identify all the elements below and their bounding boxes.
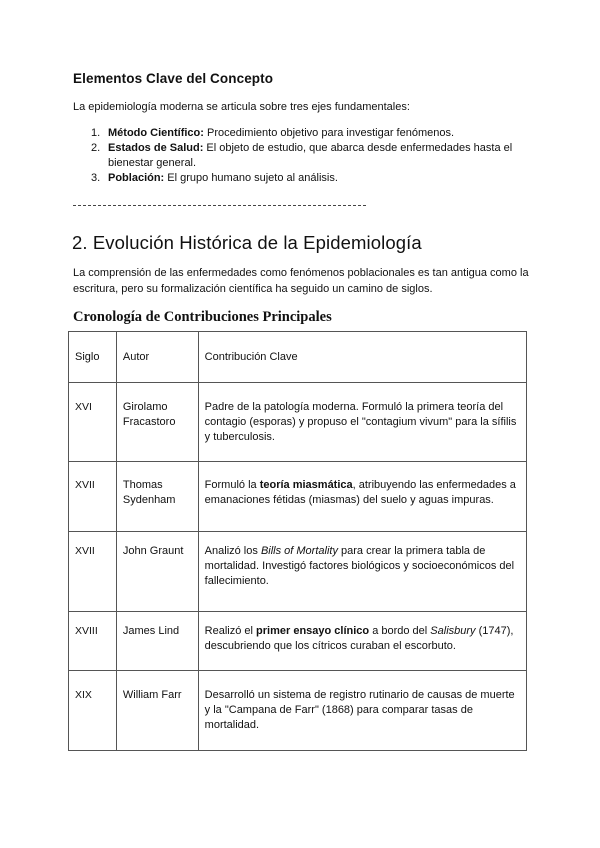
- list-item-label: Estados de Salud:: [108, 142, 204, 154]
- section-heading-history: 2. Evolución Histórica de la Epidemiología: [72, 232, 422, 253]
- list-number: 1.: [91, 127, 101, 139]
- cell-contribution: [198, 612, 526, 671]
- contribution-italic: Salisbury: [430, 625, 476, 637]
- cell-contribution: [198, 532, 526, 612]
- table-row: [69, 383, 527, 462]
- cell-century: XVI: [69, 383, 117, 462]
- table-row: [69, 462, 527, 532]
- table-row: [69, 532, 527, 612]
- contribution-text: Analizó los: [204, 545, 261, 557]
- list-item-text: El objeto de estudio, que abarca desde enfermedades hasta el bienestar general.: [108, 142, 513, 169]
- contribution-text: para crear la primera tabla de mortalidad. Investigó factores biológicos y socioeconómicos del fallecimiento.: [204, 545, 515, 587]
- table-title: Cronología de Contribuciones Principales: [73, 309, 332, 325]
- section-heading-key-elements: Elementos Clave del Concepto: [73, 71, 274, 86]
- cell-contribution: Padre de la patología moderna. Formuló la primera teoría del contagio (esporas) y propuso el "contagium vivum" para la sífilis y tuberculosis.: [198, 383, 526, 462]
- cell-century: XVII: [69, 462, 117, 532]
- table-header-row: [69, 332, 527, 383]
- list-item-label: Población:: [108, 172, 165, 184]
- list-item-text: Procedimiento objetivo para investigar fenómenos.: [203, 127, 455, 139]
- section-divider: [73, 205, 366, 206]
- table-row: [69, 612, 527, 671]
- cell-author: William Farr: [116, 671, 198, 751]
- intro-text: La epidemiología moderna se articula sobre tres ejes fundamentales:: [73, 101, 410, 113]
- list-item-label: Método Científico:: [108, 127, 204, 139]
- table-row: [69, 671, 527, 751]
- cell-author: Thomas Sydenham: [116, 462, 198, 532]
- list-item: [91, 126, 531, 141]
- history-paragraph: La comprensión de las enfermedades como fenómenos poblacionales es tan antigua como la escritura, pero su formalización científica ha seguido un camino de siglos.: [73, 267, 529, 295]
- contribution-text: Realizó el: [204, 625, 257, 637]
- cell-author: John Graunt: [116, 532, 198, 612]
- cell-century: XVII: [69, 532, 117, 612]
- cell-contribution: [198, 462, 526, 532]
- contribution-text: a bordo del: [369, 625, 431, 637]
- chronology-table: [68, 331, 527, 751]
- header-author: Autor: [116, 332, 198, 383]
- list-item-text: El grupo humano sujeto al análisis.: [164, 172, 338, 184]
- list-number: 2.: [91, 142, 101, 154]
- contribution-text: Formuló la: [204, 479, 260, 491]
- key-elements-list: [91, 126, 531, 186]
- list-item: [91, 141, 531, 171]
- contribution-italic: Bills of Mortality: [260, 545, 338, 557]
- contribution-text: , atribuyendo las enfermedades a emanaciones fétidas (miasmas) del suelo y aguas impuras.: [204, 479, 516, 506]
- cell-century: XVIII: [69, 612, 117, 671]
- cell-author: Girolamo Fracastoro: [116, 383, 198, 462]
- contribution-text: (1747), descubriendo que los cítricos curaban el escorbuto.: [204, 625, 514, 652]
- list-item: [91, 171, 531, 186]
- contribution-emphasis: primer ensayo clínico: [256, 625, 370, 637]
- cell-author: James Lind: [116, 612, 198, 671]
- header-contribution: Contribución Clave: [198, 332, 526, 383]
- cell-contribution: Desarrolló un sistema de registro rutinario de causas de muerte y la "Campana de Farr" (1868) para comparar tasas de mortalidad.: [198, 671, 526, 751]
- header-century: Siglo: [69, 332, 117, 383]
- cell-century: XIX: [69, 671, 117, 751]
- list-number: 3.: [91, 172, 101, 184]
- contribution-emphasis: teoría miasmática: [259, 479, 353, 491]
